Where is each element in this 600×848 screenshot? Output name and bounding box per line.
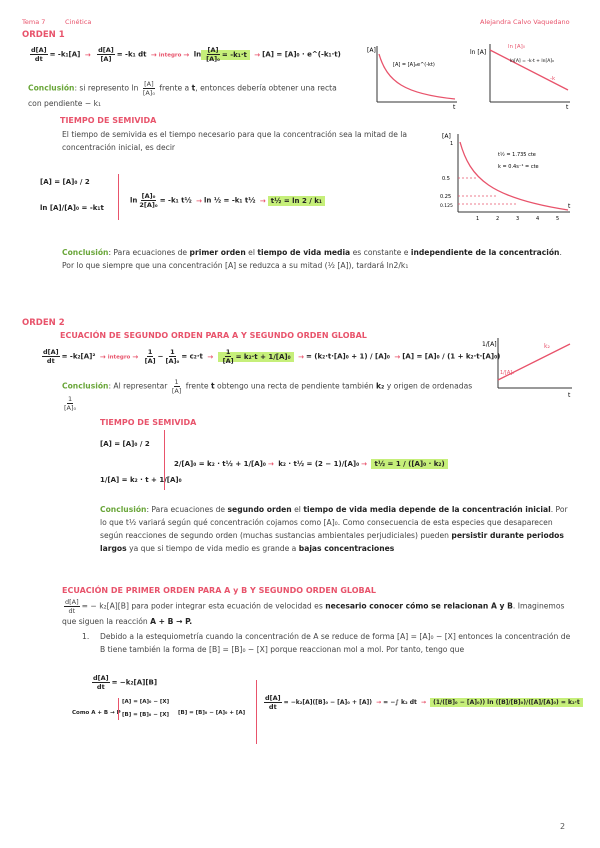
graph-ln-linear	[470, 40, 580, 110]
orden1-conclusion-2: Conclusión: Para ecuaciones de primer orden el tiempo de vida media es constante e independiente de la concentración. Por lo que siempre que una concentración [A] se reduzca a su mitad (½ [A]), tardará ln2/k₁	[62, 248, 562, 270]
graph4-slope: k₂	[544, 343, 550, 350]
orden2-conclusion: Conclusión: Al representar $\frac{1}{[A]}$ frente t obtengo una recta de pendiente también k₂ y origen de ordenadas $\frac{1}{\text{[A]₀}}$	[62, 378, 473, 412]
system-line-2: [B] = [B]₀ − [X]	[122, 712, 169, 718]
graph-half-life	[440, 128, 580, 224]
graph1-xlabel: t	[453, 104, 456, 110]
orden1-ln-equation: ln [A]/[A]₀ = -k₁t	[40, 204, 104, 212]
orden2-half-equation: [A] = [A]₀ / 2	[100, 440, 150, 448]
orden2-subtitle: ECUACIÓN DE SEGUNDO ORDEN PARA A Y SEGUNDO ORDEN GLOBAL	[60, 331, 367, 340]
graph3-tick-1: 1	[476, 216, 480, 222]
graph3-tick-4: 4	[536, 216, 540, 222]
orden2-semivida-title: TIEMPO DE SEMIVIDA	[100, 418, 197, 427]
orden1-semivida-title: TIEMPO DE SEMIVIDA	[60, 116, 157, 125]
orden2-inverse-equation: 1/[A] = k₂ · t + 1/[A]₀	[100, 476, 182, 484]
graph3-y025: 0.25	[440, 194, 452, 200]
graph3-y0125: 0.125	[440, 204, 453, 209]
graph4-ylabel: 1/[A]	[482, 341, 497, 348]
orden1-semivida-definition: El tiempo de semivida es el tiempo necesario para que la concentración sea la mitad de la concentración inicial, es decir	[62, 130, 408, 152]
orden2-como-reaction: Como A + B → P	[72, 710, 121, 716]
graph1-curve-label: [A] = [A]₀e^(-kt)	[393, 62, 435, 68]
graph3-t-half-label: t½ = 1.735 cte	[498, 152, 536, 158]
orden2-rate-equation: $\frac{d[A]}{dt}$ = -k₂[A]² → integro → $\frac{1}{[A]}$ − $\frac{1}{\text{[A]₀}}$ = c₂·t → $\frac{1}{[A]}$ = k₂·t + 1/[A]₀ → = (k₂·t·[A]₀ + 1) / [A]₀ → [A] = [A]₀ / (1 + k₂·t·[A]₀)	[43, 348, 501, 365]
graph3-y05: 0.5	[442, 176, 450, 182]
system-line-1: [A] = [A]₀ − [X]	[122, 699, 170, 705]
graph3-tick-5: 5	[556, 216, 560, 222]
graph2-xlabel: t	[566, 104, 569, 110]
system-line-3: [B] = [B]₀ − [A]₀ + [A]	[178, 710, 246, 716]
orden2-final-equation: (1/([B]₀ − [A]₀)) ln ([B]/[B]₀)/([A]/[A]₀) = k₂·t	[430, 698, 583, 707]
graph-second-order	[482, 334, 578, 400]
graph4-intercept: 1/[A]₀	[500, 370, 515, 376]
graph2-line-label: ln[A] = -k·t + ln[A]₀	[510, 59, 554, 64]
header-author: Alejandra Calvo Vaquedano	[480, 18, 570, 26]
orden2-conclusion-2: Conclusión: Para ecuaciones de segundo orden el tiempo de vida media depende de la concentración inicial. Por lo que t½ variará según qué concentración cojamos como [A]₀. Como consecuencia de esta especies que desaparecen según reacciones de segundo orden (muchas sustancias ambientales perjudiciales) pueden persistir durante periodos largos ya que si tiempo de vida medio es grande a bajas concentraciones	[100, 505, 568, 553]
graph3-tick-2: 2	[496, 216, 500, 222]
graph3-y1: 1	[450, 141, 454, 147]
orden2-last-rate-equation: $\frac{d[A]}{dt}$ = −k₂[A][B]	[93, 674, 158, 691]
orden2-global-text: $\frac{d[A]}{dt}$ = − k₂[A][B] para poder integrar esta ecuación de velocidad es necesario conocer cómo se relacionan A y B. Imaginemos que siguen la reacción A + B → P.	[62, 598, 565, 626]
graph1-ylabel: [A]	[367, 47, 376, 54]
orden2-t-half: t½ = 1 / ([A]₀ · k₂)	[371, 459, 447, 469]
orden2-global-title: ECUACIÓN DE PRIMER ORDEN PARA A y B Y SEGUNDO ORDEN GLOBAL	[62, 586, 376, 595]
orden2-title: ORDEN 2	[22, 318, 65, 328]
graph3-k-label: k = 0.4s⁻¹ = cte	[498, 164, 539, 170]
graph4-xlabel: t	[568, 392, 571, 399]
orden1-conclusion: Conclusión: si represento ln $\frac{[A]}{\text{[A]₀}}$ frente a t, entonces debería obtener una recta con pendiente − k₁	[28, 80, 337, 108]
item1-number: 1.	[82, 632, 90, 641]
graph2-ylabel: ln [A]	[470, 49, 487, 56]
orden1-semivida-derivation: ln $\frac{\text{[A]₀}}{\text{2[A]₀}}$ = -k₁ t½ → ln ½ = -k₁ t½ → t½ = ln 2 / k₁	[130, 192, 325, 209]
orden1-t-half: t½ = ln 2 / k₁	[268, 196, 325, 206]
graph3-ylabel: [A]	[442, 133, 451, 140]
item1-text: Debido a la estequiometría cuando la concentración de A se reduce de forma [A] = [A]₀ − [X] entonces la concentración de B tiene también la forma de [B] = [B]₀ − [X] porque reaccionan mol a mol. Por tanto, tengo que	[100, 632, 571, 654]
graph2-intercept: ln [A]₀	[508, 44, 526, 50]
orden1-title: ORDEN 1	[22, 30, 65, 40]
graph2-slope: -k	[550, 76, 556, 82]
orden1-half-equation: [A] = [A]₀ / 2	[40, 178, 90, 186]
page-number: 2	[560, 822, 566, 831]
graph3-xlabel: t	[568, 203, 571, 210]
graph3-tick-3: 3	[516, 216, 520, 222]
header-subject: Cinética	[65, 18, 92, 26]
orden2-global-integration: $\frac{d[A]}{dt}$ = −k₂[A]([B]₀ − [A]₀ + [A]) → = −∫ k₂ dt → (1/([B]₀ − [A]₀)) ln ([B]/[B]₀)/([A]/[A]₀) = k₂·t	[262, 694, 583, 711]
header-topic: Tema 7	[22, 18, 46, 26]
orden2-semivida-derivation: 2/[A]₀ = k₂ · t½ + 1/[A]₀ → k₂ · t½ = (2 − 1)/[A]₀ → t½ = 1 / ([A]₀ · k₂)	[174, 460, 448, 468]
graph-exponential-decay	[365, 42, 465, 110]
orden1-rate-equation: $\frac{d[A]}{dt}$ = -k₁[A] → $\frac{d[A]}{[A]}$ = -k₁ dt → integro → ln $\frac{[A]}{\text{[A]₀}}$ = -k₁·t → [A] = [A]₀ · e^(-k₁·t)	[31, 46, 341, 63]
